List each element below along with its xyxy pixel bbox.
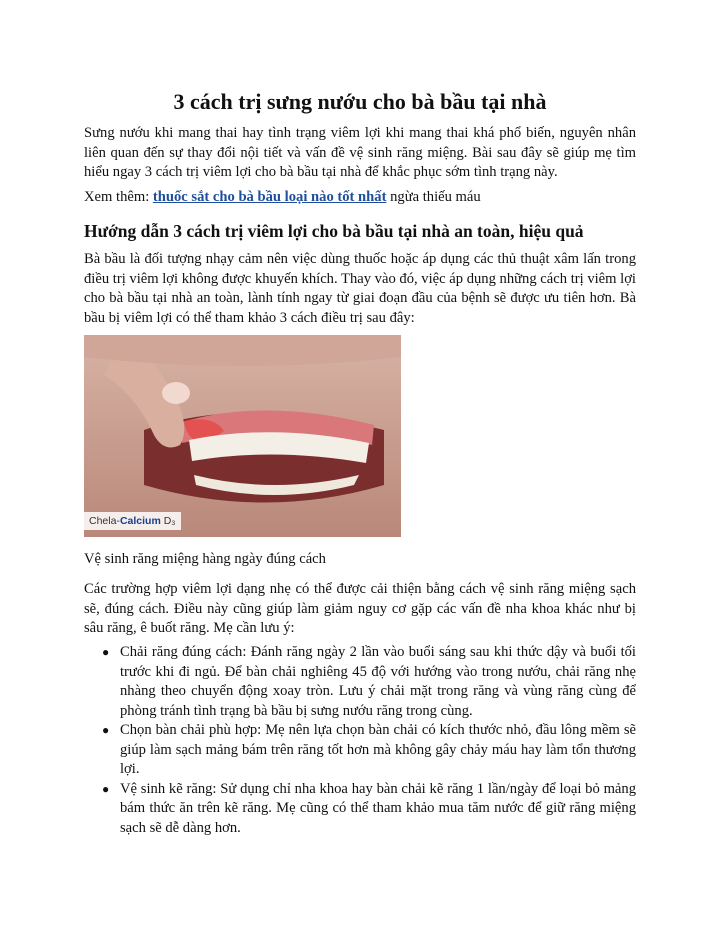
list-item: ● Chải răng đúng cách: Đánh răng ngày 2 lần vào buổi sáng sau khi thức dậy và buổi tối trước khi đi ngủ. Để bàn chải nghiêng 45 độ với hướng vào trong nướu, chải răng nhẹ nhàng theo chuyển động xoay tròn. Lưu ý chải mặt trong răng và vùng răng cùng để phòng tránh tình trạng bà bầu bị sưng nướu răng trong cùng. — [102, 644, 636, 719]
section-heading: Hướng dẫn 3 cách trị viêm lợi cho bà bầu tại nhà an toàn, hiệu quả — [84, 221, 584, 241]
see-also-prefix: Xem thêm: — [84, 189, 153, 205]
body-paragraph-2: Bà bầu là đối tượng nhạy cảm nên việc dùng thuốc hoặc áp dụng các thủ thuật xâm lấn trong điều trị viêm lợi không được khuyến khích. Thay vào đó, việc áp dụng những cách trị viêm lợi cho bà bầu tại nhà an toàn, lành tính ngay từ giai đoạn đầu của bệnh sẽ được ưu tiên hơn. Bà bầu bị viêm lợi có thể tham khảo 3 cách điều trị sau đây: — [84, 251, 636, 326]
list-item: ● Vệ sinh kẽ răng: Sử dụng chỉ nha khoa hay bàn chải kẽ răng 1 lần/ngày để loại bỏ mảng bám thức ăn trên kẽ răng. Mẹ cũng có thể tham khảo mua tăm nước để giữ răng miệng sạch sẽ dễ dàng hơn. — [102, 780, 636, 836]
bullet-icon: ● — [102, 723, 110, 737]
intro-paragraph: Sưng nướu khi mang thai hay tình trạng viêm lợi khi mang thai khá phổ biến, nguyên nhân liên quan đến sự thay đổi nội tiết và vấn đề vệ sinh răng miệng. Bài sau đây sẽ giúp mẹ tìm hiểu ngay 3 cách trị viêm lợi cho bà bầu tại nhà để khắc phục sớm tình trạng này. — [84, 125, 636, 180]
image-caption: Vệ sinh răng miệng hàng ngày đúng cách — [84, 551, 326, 567]
bullet-icon: ● — [102, 645, 110, 659]
gum-photo — [84, 335, 401, 537]
see-also-line — [84, 188, 636, 208]
list-item: ● Chọn bàn chải phù hợp: Mẹ nên lựa chọn bàn chải có kích thước nhỏ, đầu lông mềm sẽ giúp làm sạch mảng bám trên răng tốt hơn mà không gây chảy máu hay làm tổn thương lợi. — [102, 722, 636, 777]
page-title: 3 cách trị sưng nướu cho bà bầu tại nhà — [173, 89, 547, 114]
tips-list — [84, 643, 636, 838]
bullet-icon: ● — [102, 781, 110, 796]
brand-watermark: Chela-Calcium D₃ — [84, 512, 181, 530]
body-paragraph-3: Các trường hợp viêm lợi dạng nhẹ có thể được cải thiện bằng cách vệ sinh răng miệng sạch sẽ, đúng cách. Điều này cũng giúp làm giảm nguy cơ gặp các vấn đề nha khoa khác như bị sâu răng, ê buốt răng. Mẹ cần lưu ý: — [84, 581, 636, 636]
see-also-suffix: ngừa thiếu máu — [386, 189, 481, 205]
see-also-link[interactable]: thuốc sắt cho bà bầu loại nào tốt nhất — [152, 189, 387, 205]
gum-illustration — [84, 335, 401, 537]
